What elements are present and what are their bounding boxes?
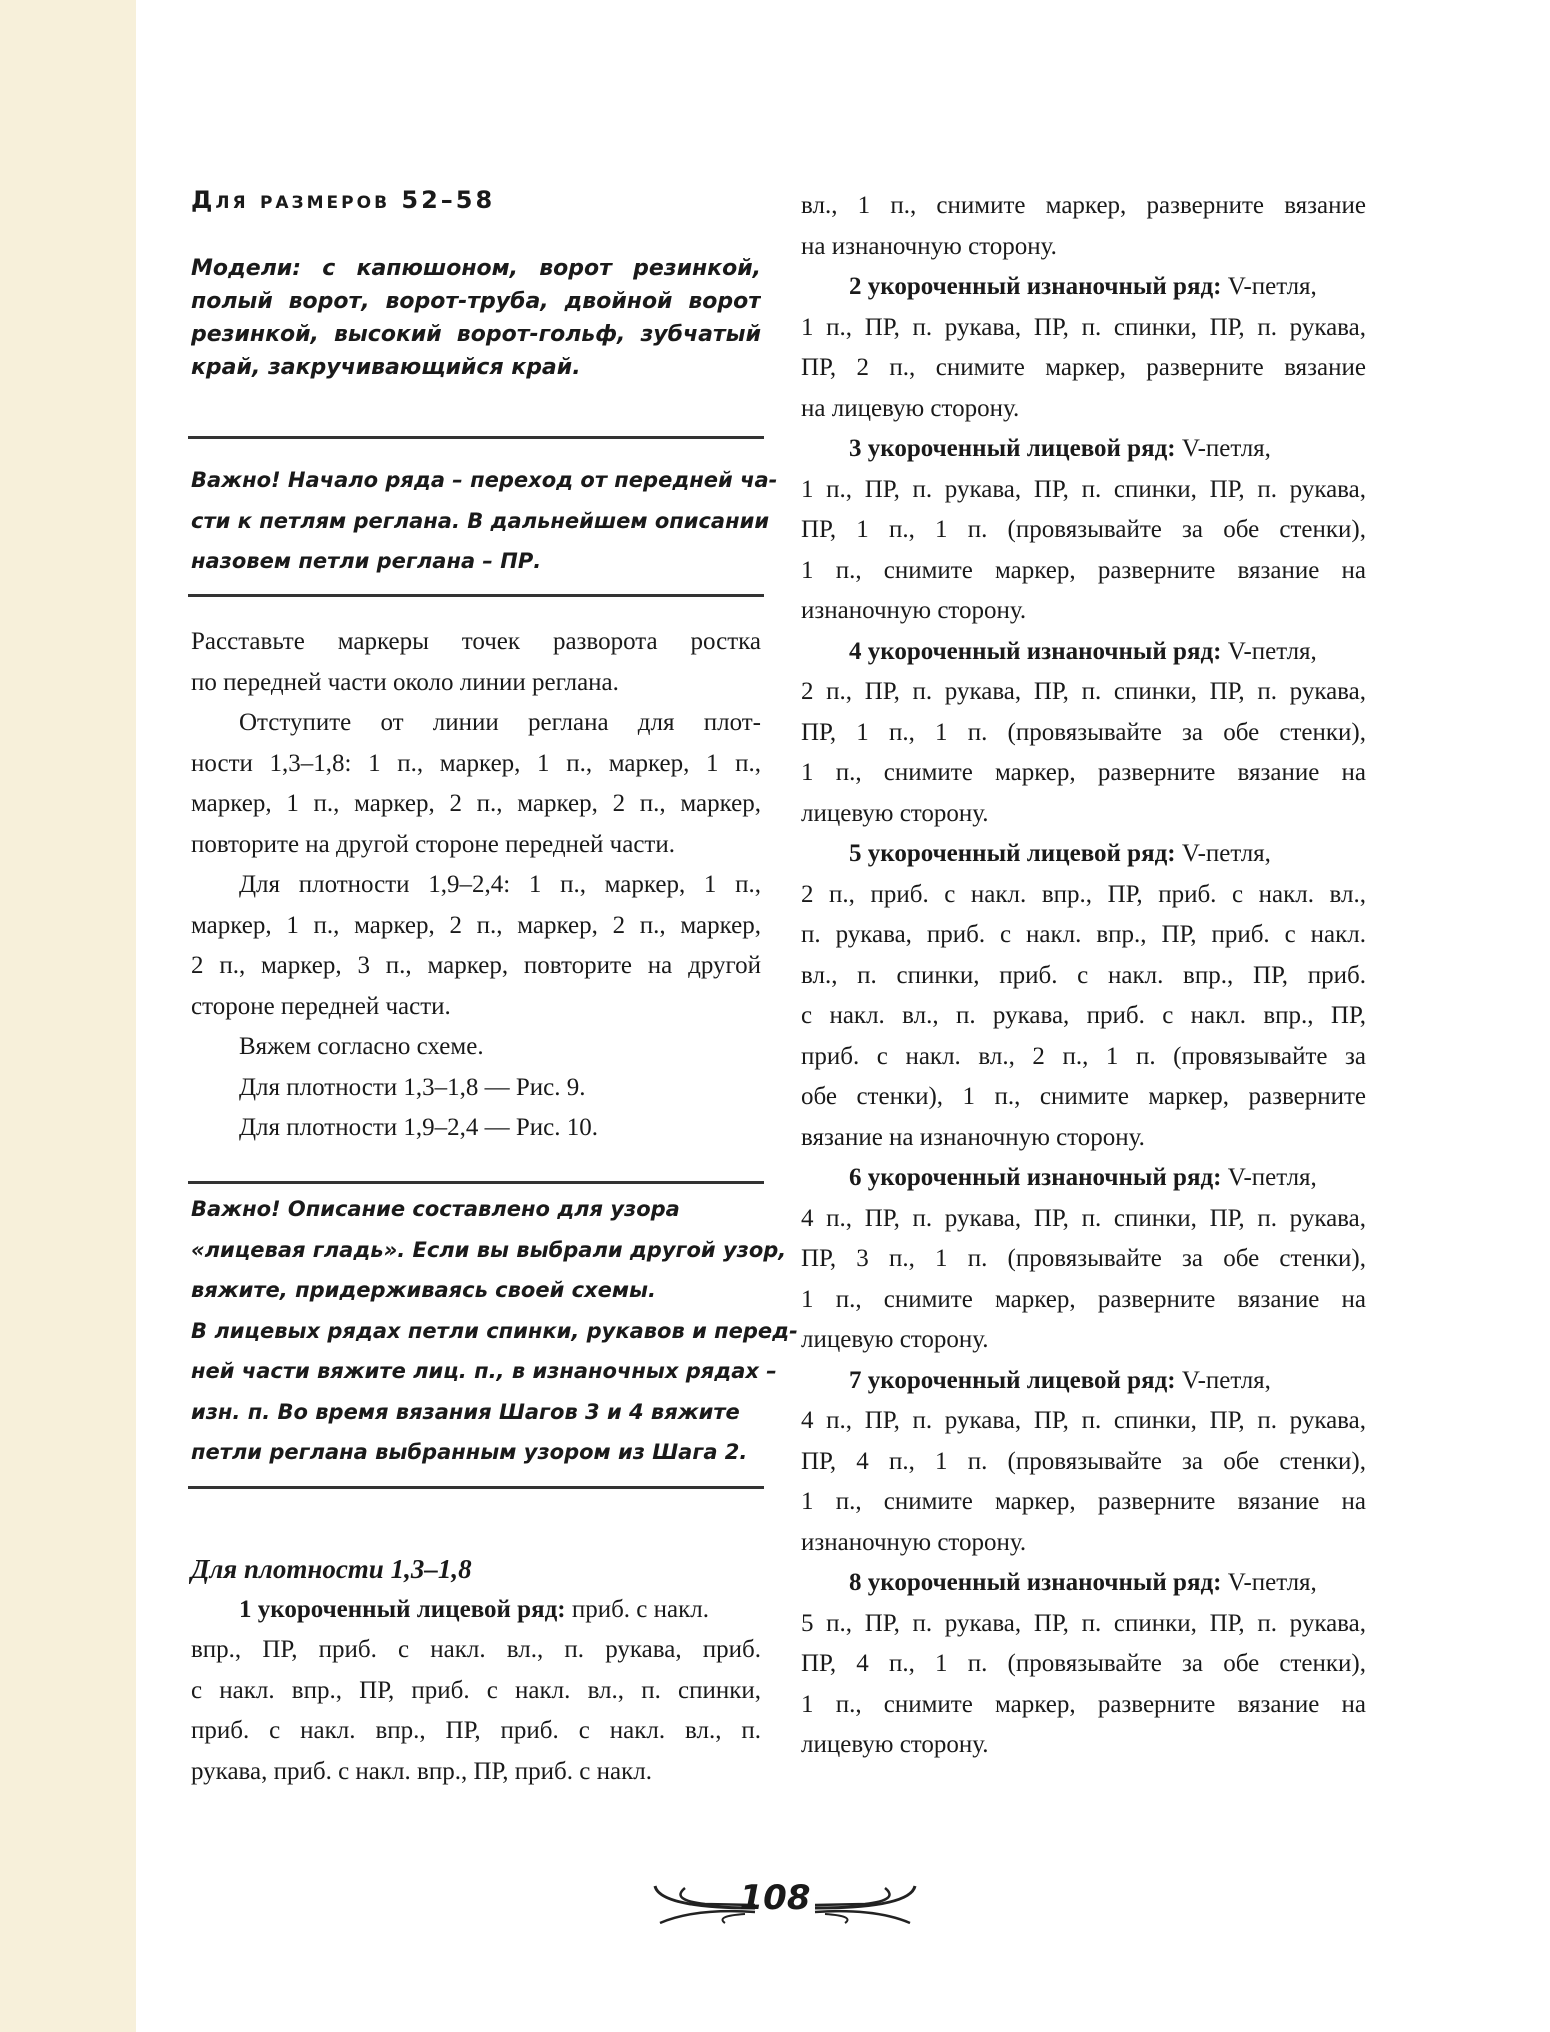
row-text-line: лицевую сторону.: [801, 1326, 989, 1353]
row-text-line: ПР, 1 п., 1 п. (провязывайте за обе стенки),: [801, 718, 1366, 746]
row-text-line: 1 п., ПР, п. рукава, ПР, п. спинки, ПР, п. рукава,: [801, 475, 1366, 503]
row-text-line: изнаночную сторону.: [801, 597, 1027, 624]
models-list: [191, 252, 761, 384]
row-heading-line: [801, 632, 1366, 673]
row-text-line: 2 п., ПР, п. рукава, ПР, п. спинки, ПР, п. рукава,: [801, 678, 1366, 705]
text-line: Отступите от линии реглана для плот-: [239, 709, 761, 736]
row-text-line: 1 п., ПР, п. рукава, ПР, п. спинки, ПР, п. рукава,: [801, 313, 1366, 341]
row-heading-line: [801, 429, 1366, 470]
row-heading-line: [801, 1563, 1366, 1604]
row-text: V-петля,: [1221, 1164, 1317, 1191]
text-line: ности 1,3–1,8: 1 п., маркер, 1 п., маркер, 1 п.,: [191, 749, 761, 777]
row-text: V-петля,: [1221, 273, 1317, 300]
row-heading-line: [801, 834, 1366, 875]
row-text-line: ПР, 3 п., 1 п. (провязывайте за обе стенки),: [801, 1245, 1366, 1272]
text-line: Для плотности 1,9–2,4: 1 п., маркер, 1 п.,: [239, 871, 761, 898]
row-label: 7 укороченный лицевой ряд:: [849, 1366, 1176, 1394]
text-line: Важно! Описание составлено для узора: [191, 1197, 680, 1221]
row-text-line: вл., п. спинки, приб. с накл. впр., ПР, приб.: [801, 961, 1366, 989]
row-text-line: приб. с накл. впр., ПР, приб. с накл. вл., п.: [191, 1717, 761, 1744]
text-line: край, закручивающийся край.: [191, 355, 581, 380]
row-text-line: на изнаночную сторону.: [801, 232, 1057, 260]
row-text-line: впр., ПР, приб. с накл. вл., п. рукава, приб.: [191, 1636, 761, 1663]
text-line: В лицевых рядах петли спинки, рукавов и перед-: [191, 1318, 798, 1343]
right-column: [801, 186, 1366, 1766]
divider: [188, 594, 764, 597]
row-text-line: ПР, 2 п., снимите маркер, разверните вязание: [801, 354, 1366, 381]
text-line: по передней части около линии реглана.: [191, 668, 619, 696]
row-label: 8 укороченный изнаночный ряд:: [849, 1569, 1222, 1596]
row-text-line: изнаночную сторону.: [801, 1528, 1027, 1556]
text-line: полый ворот, ворот-труба, двойной ворот: [191, 289, 761, 314]
row-label: 5 укороченный лицевой ряд:: [849, 840, 1176, 867]
divider: [188, 1486, 764, 1489]
row-text-line: рукава, приб. с накл. впр., ПР, приб. с накл.: [191, 1757, 652, 1785]
text-line: стороне передней части.: [191, 992, 451, 1020]
text-line: Модели: с капюшоном, ворот резинкой,: [191, 256, 761, 281]
text-line: Важно! Начало ряда – переход от передней ча-: [191, 468, 778, 492]
row-text: V-петля,: [1175, 1366, 1271, 1394]
row-text-line: 1 п., снимите маркер, разверните вязание на: [801, 556, 1366, 584]
text-line: петли реглана выбранным узором из Шага 2.: [191, 1440, 748, 1464]
page-number: 108: [739, 1878, 811, 1918]
row-text-line: ПР, 1 п., 1 п. (провязывайте за обе стенки),: [801, 516, 1366, 543]
page-margin-strip: [0, 0, 136, 2032]
text-line: Для плотности 1,9–2,4 — Рис. 10.: [239, 1114, 599, 1141]
text-line: маркер, 1 п., маркер, 2 п., маркер, 2 п., маркер,: [191, 790, 761, 817]
density-section: [191, 1549, 761, 1792]
row-text-line: вязание на изнаночную сторону.: [801, 1123, 1145, 1151]
row-text-line: обе стенки), 1 п., снимите маркер, разверните: [801, 1083, 1366, 1110]
row-label: 2 укороченный изнаночный ряд:: [849, 273, 1222, 300]
row-text-line: приб. с накл. вл., 2 п., 1 п. (провязывайте за: [801, 1042, 1366, 1070]
text-line: Для плотности 1,3–1,8 — Рис. 9.: [239, 1073, 586, 1101]
text-line: повторите на другой стороне передней части.: [191, 830, 675, 858]
text-line: резинкой, высокий ворот-гольф, зубчатый: [191, 322, 761, 347]
row-text-line: 4 п., ПР, п. рукава, ПР, п. спинки, ПР, п. рукава,: [801, 1407, 1366, 1434]
text-line: маркер, 1 п., маркер, 2 п., маркер, 2 п., маркер,: [191, 911, 761, 939]
row-text-line: 5 п., ПР, п. рукава, ПР, п. спинки, ПР, п. рукава,: [801, 1609, 1366, 1637]
row-label: 3 укороченный лицевой ряд:: [849, 435, 1176, 462]
row-heading-line: [191, 1590, 761, 1631]
row-text-line: лицевую сторону.: [801, 799, 989, 827]
text-line: назовем петли реглана – ПР.: [191, 549, 542, 573]
text-line: изн. п. Во время вязания Шагов 3 и 4 вяжите: [191, 1399, 740, 1424]
row-text: V-петля,: [1175, 435, 1271, 462]
row-heading-line: [801, 1158, 1366, 1199]
row-text-line: 1 п., снимите маркер, разверните вязание на: [801, 1690, 1366, 1718]
row-text-line: вл., 1 п., снимите маркер, разверните вязание: [801, 192, 1366, 219]
row-text-line: с накл. впр., ПР, приб. с накл. вл., п. спинки,: [191, 1676, 761, 1704]
row-label: 1 укороченный лицевой ряд:: [239, 1595, 566, 1623]
text-line: Расставьте маркеры точек разворота ростка: [191, 628, 761, 655]
row-text-line: 1 п., снимите маркер, разверните вязание на: [801, 759, 1366, 786]
row-text: V-петля,: [1175, 840, 1271, 867]
text-line: сти к петлям реглана. В дальнейшем описании: [191, 508, 770, 533]
row-text-line: на лицевую сторону.: [801, 394, 1020, 422]
row-heading-line: [801, 1361, 1366, 1402]
row-text-line: п. рукава, приб. с накл. впр., ПР, приб. с накл.: [801, 921, 1366, 948]
text-line: 2 п., маркер, 3 п., маркер, повторите на другой: [191, 952, 761, 979]
important-note-1: [191, 460, 778, 582]
row-text: V-петля,: [1221, 1569, 1317, 1596]
instructions-text: [191, 622, 761, 1149]
row-heading-line: [801, 267, 1366, 308]
text-line: Вяжем согласно схеме.: [239, 1033, 484, 1060]
text-line: «лицевая гладь». Если вы выбрали другой узор,: [191, 1237, 787, 1262]
row-text-line: 4 п., ПР, п. рукава, ПР, п. спинки, ПР, п. рукава,: [801, 1204, 1366, 1232]
important-note-2: [191, 1189, 798, 1473]
row-text-line: ПР, 4 п., 1 п. (провязывайте за обе стенки),: [801, 1447, 1366, 1475]
row-text-line: 1 п., снимите маркер, разверните вязание на: [801, 1285, 1366, 1313]
row-text-line: с накл. вл., п. рукава, приб. с накл. впр., ПР,: [801, 1002, 1366, 1029]
divider: [188, 1181, 764, 1184]
row-label: 6 укороченный изнаночный ряд:: [849, 1164, 1222, 1191]
subheading: Для плотности 1,3–1,8: [191, 1554, 472, 1584]
row-text-line: лицевую сторону.: [801, 1731, 989, 1758]
row-text-line: ПР, 4 п., 1 п. (провязывайте за обе стенки),: [801, 1650, 1366, 1677]
row-text: приб. с накл.: [565, 1595, 709, 1623]
text-line: ней части вяжите лиц. п., в изнаночных рядах –: [191, 1359, 777, 1383]
row-label: 4 укороченный изнаночный ряд:: [849, 637, 1222, 665]
row-text-line: 2 п., приб. с накл. впр., ПР, приб. с накл. вл.,: [801, 880, 1366, 908]
section-heading: Для размеров 52–58: [191, 186, 496, 214]
row-text-line: 1 п., снимите маркер, разверните вязание на: [801, 1488, 1366, 1515]
ornament-right-icon: [810, 1878, 925, 1928]
row-text: V-петля,: [1221, 637, 1317, 665]
divider: [188, 436, 764, 439]
text-line: вяжите, придерживаясь своей схемы.: [191, 1278, 656, 1302]
